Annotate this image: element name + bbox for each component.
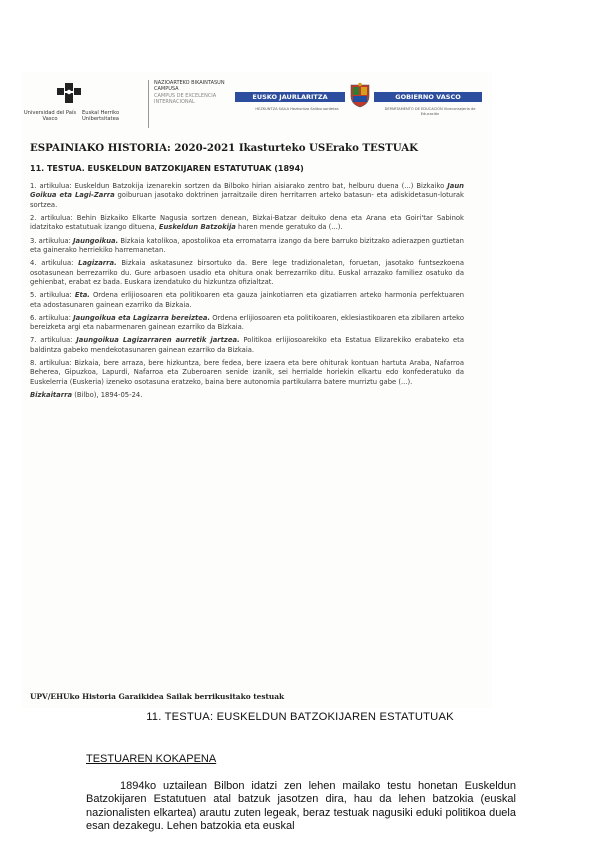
section-heading: TESTUAREN KOKAPENA	[86, 753, 217, 765]
body-paragraph: 1894ko uztailean Bilbon idatzi zen lehen mailako testu honetan Euskeldun Batzokijaren Estatutuen atal batzuk jasotzen dira, hau da lehen batzokia (euskal nazionalisten elkartea) arautu zuten legeak, beraz testuak nagusiki eduki politikoa duela esan dezakegu. Lehen batzokia eta euskal	[86, 780, 516, 832]
article-keyword: Jaungoikua Lagizarraren aurretik jartzea.	[76, 336, 240, 345]
source-date: (Bilbo), 1894-05-24.	[72, 391, 143, 400]
article-text: Bizkaia katolikoa, apostolikoa eta erromatarra izango da bere barruko bizitzako adierazpen guztietan eta gainerako herriekiko harremanetan.	[30, 236, 464, 255]
article-text: Bizkaia askatasunez birsortuko da. Bere lege tradizionaletan, foruetan, jasotako funtsezkoena osotasunean berrezarriko du. Gure arbasoen usadio eta ohitura onak berrezarriko ditu. Euskal arrazako familiez osatuko da gehienbat, erabat ez bada. Euskara izendatuko du hizkuntza ofizialtzat.	[30, 259, 464, 287]
article-keyword: Eta.	[74, 291, 90, 300]
article-text: Politikoa erlijiosoarekiko eta Estatua Elizarekiko erabateko eta baldintza gabeko mendekotasunaren gainean ezarriko da Bizkaia.	[30, 336, 464, 354]
article-text: 7. artikulua:	[30, 336, 77, 345]
article-text: 4. artikulua:	[30, 259, 79, 268]
upv-name-es: Universidad del País Vasco	[23, 110, 77, 122]
article-keyword: Jaun Goikua eta Lagi-Zarra	[30, 182, 464, 200]
eusko-jaurlaritza-banner: EUSKO JAURLARITZA	[235, 92, 345, 102]
article-3	[30, 237, 464, 256]
header-divider	[148, 80, 149, 128]
article-text: 2. artikulua: Behin Bizkaiko Elkarte Nagusia sortzen denean, Bizkai-Batzar deituko dena eta Arana eta Goiri'tar Sabinok idatzitako estatutuak izango dituena,	[30, 214, 464, 232]
article-4	[30, 259, 464, 287]
article-7	[30, 336, 464, 355]
article-keyword: Lagizarra.	[78, 259, 117, 268]
departamento-educacion-label: DEPARTAMENTO DE EDUCACIÓN Viceconsejería de Educación	[384, 107, 476, 116]
text-caption: 11. TESTUA: EUSKELDUN BATZOKIJAREN ESTATUTUAK	[146, 711, 454, 723]
article-1	[30, 182, 464, 210]
gobierno-vasco-banner: GOBIERNO VASCO	[374, 92, 482, 102]
article-text: 1. artikulua: Euskeldun Batzokija izenarekin sortzen da Bilboko hirian aisiarako zentro bat, helburu duena (...) Bizkaiko	[30, 182, 448, 190]
articles-list	[30, 182, 464, 401]
source-signature	[30, 391, 464, 400]
article-text: 3. artikulua:	[30, 236, 74, 245]
article-keyword: Jaungoikua.	[73, 236, 119, 245]
article-8	[30, 359, 464, 387]
source-newspaper: Bizkaitarra	[30, 391, 73, 400]
article-text: haren mende geratuko da (...).	[235, 223, 343, 232]
article-5	[30, 291, 464, 310]
document-header	[22, 72, 492, 134]
article-text: Ordena erlijiosoaren eta politikoaren, eklesiastikoaren eta zibilaren arteko bereizketa argi eta nabarmenaren gainean ezarriko da Bizkaia.	[30, 313, 465, 332]
article-keyword: Jaungoikua eta Lagizarra bereiztea.	[73, 313, 211, 322]
campus-label-eu: NAZIOARTEKO BIKAINTASUN CAMPUSA	[154, 80, 225, 92]
campus-label-es: CAMPUS DE EXCELENCIA INTERNACIONAL	[154, 93, 217, 105]
upv-ehu-logo-icon	[56, 80, 82, 106]
article-text: 5. artikulua:	[30, 291, 75, 300]
text-subtitle: 11. TESTUA. EUSKELDUN BATZOKIJAREN ESTATUTUAK (1894)	[30, 164, 304, 173]
article-6	[30, 314, 464, 333]
document-title: ESPAINIAKO HISTORIA: 2020-2021 Ikasturteko USErako TESTUAK	[30, 142, 419, 154]
hezkuntza-saila-label: HEZKUNTZA SAILA Hezkuntza Sailburuordetza	[255, 107, 339, 111]
article-text: goiburuan jasotako doktrinen jarraitzaile diren herritarren arteko batasun- eta adiskidetasun-loturak sortzea.	[30, 191, 464, 209]
upv-name-eu: Euskal Herriko Unibertsitatea	[82, 110, 120, 122]
article-2	[30, 214, 464, 233]
basque-government-shield-icon	[349, 82, 371, 108]
scanned-document-image	[22, 72, 492, 708]
article-text: Ordena erlijiosoaren eta politikoaren eta gauza jainkotiarren eta gizatiarren arteko harmonia perfektuaren eta adostasunaren gainean ezarriko da Bizkaia.	[30, 291, 464, 309]
article-text: 6. artikulua:	[30, 313, 74, 322]
article-text: 8. artikulua: Bizkaia, bere arraza, bere hizkuntza, bere fedea, bere izaera eta bere ohiturak kontuan hartuta Araba, Nafarroa Beherea, Gipuzkoa, Lapurdi, Nafarroa eta Zuberoaren senide izanik, sei herrialde horiekin elkartu edo konfederatuko da Euskelerria (Euskeria) izeneko osotasuna eratzeko, baina bere autonomia partikularra batere murriztu gabe (...).	[30, 359, 464, 386]
campus-label	[154, 80, 234, 105]
document-footer: UPV/EHUko Historia Garaikidea Sailak berrikusitako testuak	[30, 692, 285, 701]
article-keyword: Euskeldun Batzokija	[158, 223, 236, 232]
